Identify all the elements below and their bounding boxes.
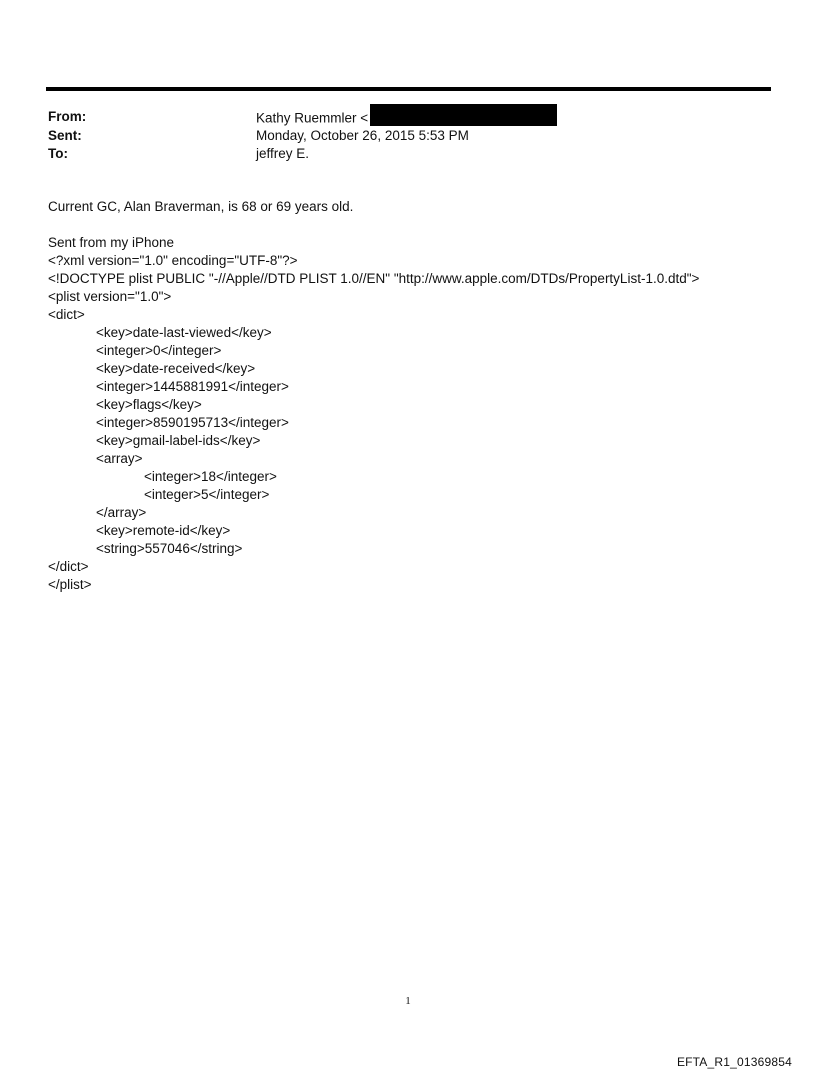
redaction-block [370,104,557,126]
page-number: 1 [405,995,411,1007]
array-open-line: <array> [96,451,143,466]
bates-number: EFTA_R1_01369854 [676,1055,792,1069]
to-value: jeffrey E. [256,146,310,161]
sender-name: Kathy Ruemmler < [256,110,369,126]
xml-key-line: <key>date-last-viewed</key> [96,325,272,340]
xml-key-line: <key>remote-id</key> [96,523,231,538]
array-close-line: </array> [96,505,147,520]
array-item-line: <integer>5</integer> [144,487,270,502]
xml-value-line: <integer>1445881991</integer> [96,379,289,394]
doctype-line: <!DOCTYPE plist PUBLIC "-//Apple//DTD PLIST 1.0//EN" "http://www.apple.com/DTDs/PropertyList-1.0.dtd"> [48,271,700,286]
xml-key-line: <key>gmail-label-ids</key> [96,433,261,448]
dict-open-line: <dict> [48,307,85,322]
xml-value-line: <integer>8590195713</integer> [96,415,289,430]
array-item-line: <integer>18</integer> [144,469,277,484]
xml-key-line: <key>date-received</key> [96,361,256,376]
sent-label: Sent: [48,127,82,143]
from-label: From: [48,109,87,124]
xml-value-line: <integer>0</integer> [96,343,222,358]
message-text: Current GC, Alan Braverman, is 68 or 69 years old. [48,199,354,214]
email-body [48,198,699,594]
xml-declaration-line: <?xml version="1.0" encoding="UTF-8"?> [48,253,298,268]
header-rule [46,87,771,91]
xml-key-line: <key>flags</key> [96,397,202,412]
paragraph-gap [48,216,699,234]
to-label: To: [48,146,68,161]
plist-open-line: <plist version="1.0"> [48,289,172,304]
dict-close-line: </dict> [48,559,89,574]
plist-close-line: </plist> [48,577,92,592]
signature-text: Sent from my iPhone [48,235,175,250]
xml-value-line: <string>557046</string> [96,541,243,556]
sent-value: Monday, October 26, 2015 5:53 PM [256,127,469,143]
